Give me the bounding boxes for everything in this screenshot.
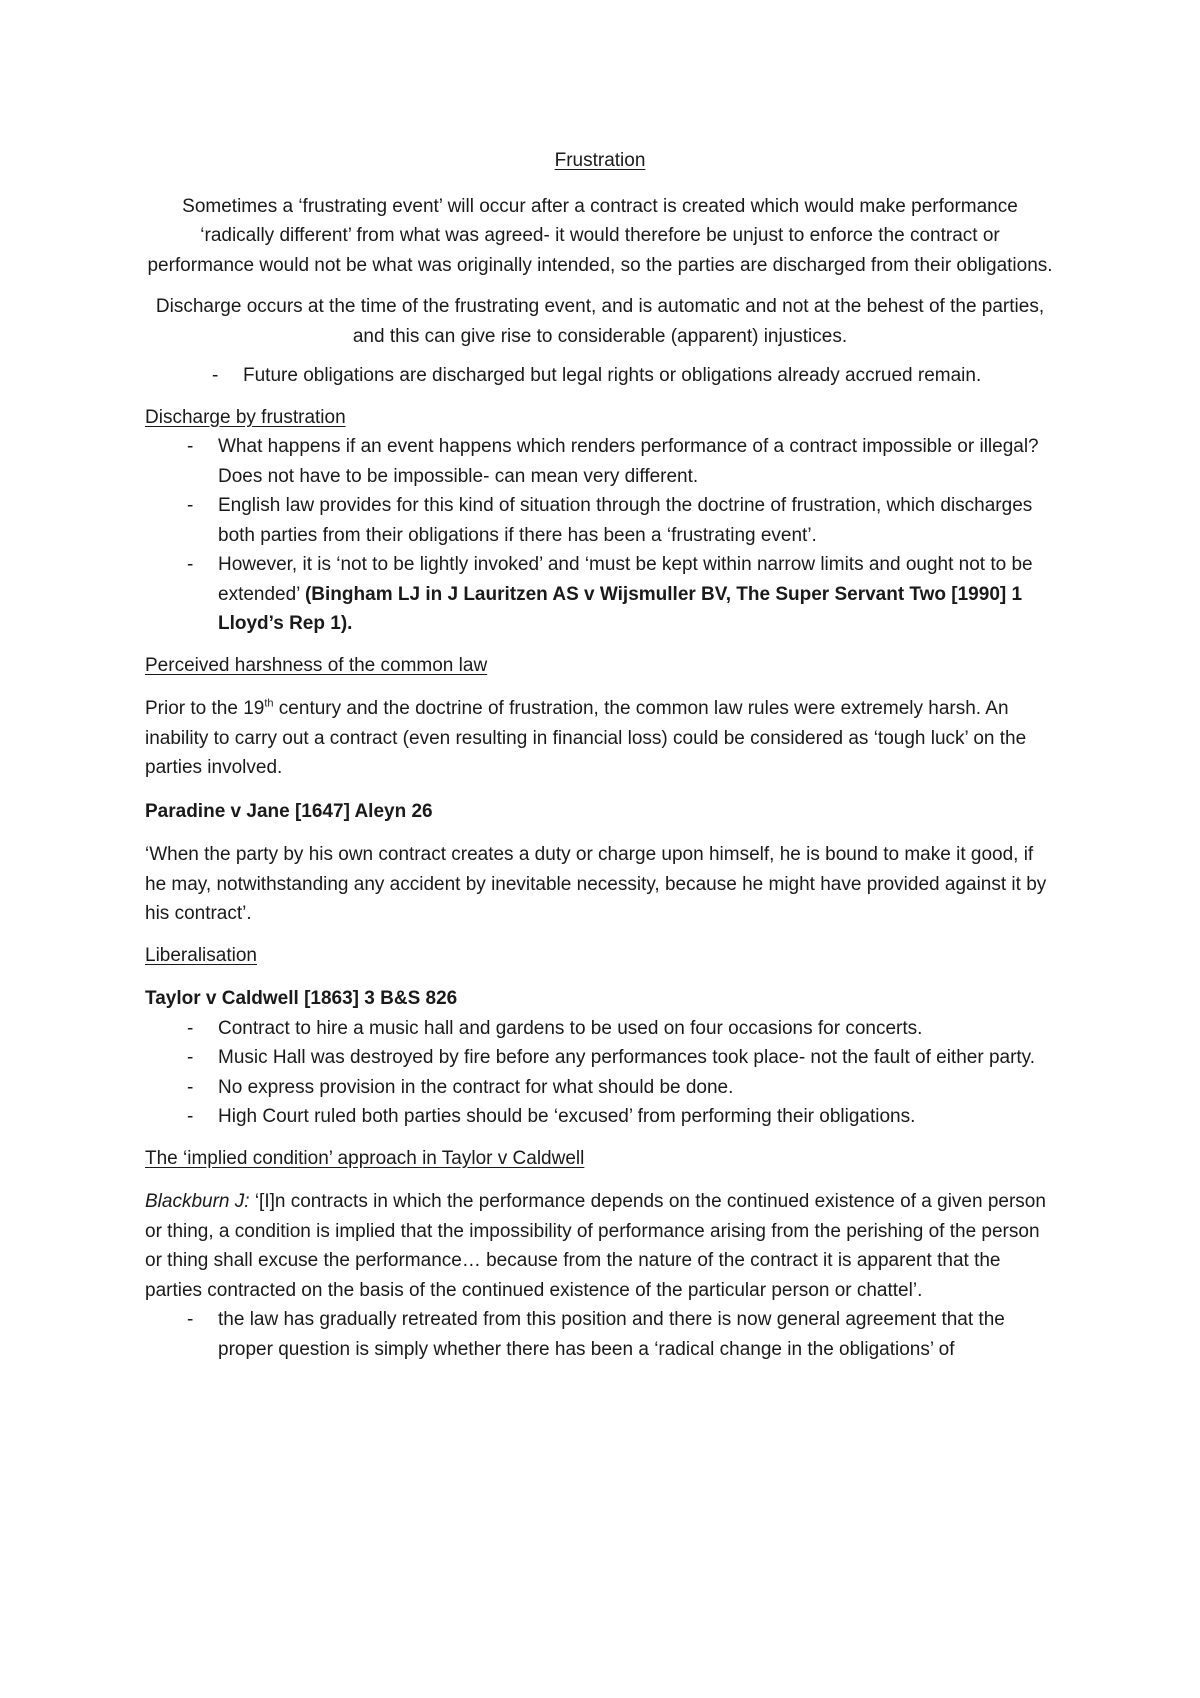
- quote-text: ‘[I]n contracts in which the performance depends on the continued existence of a given person or thing, a condition is implied that the impossibility of performance arising from the perishing of the person or thing shall excuse the performance… because from the nature of the contract it is apparent that the parties contracted on the basis of the continued existence of the particular person or chattel’.: [145, 1191, 1046, 1301]
- list-item: - Contract to hire a music hall and gardens to be used on four occasions for concerts.: [145, 1014, 1055, 1044]
- list-item: - What happens if an event happens which renders performance of a contract impossible or illegal? Does not have to be impossible- can mean very different.: [145, 432, 1055, 491]
- heading-perceived-harshness: Perceived harshness of the common law: [145, 654, 488, 676]
- case-name-paradine: Paradine v Jane [1647] Aleyn 26: [145, 800, 433, 822]
- judge-name: Blackburn J:: [145, 1191, 250, 1212]
- case-name-taylor: Taylor v Caldwell [1863] 3 B&S 826: [145, 988, 458, 1009]
- list-item: - Future obligations are discharged but legal rights or obligations already accrued remain.: [145, 361, 1055, 391]
- paragraph-text: century and the doctrine of frustration, the common law rules were extremely harsh. An inability to carry out a contract (even resulting in financial loss) could be considered as ‘tough luck’ on the parties involved.: [145, 698, 1027, 778]
- heading-liberalisation: Liberalisation: [145, 944, 257, 966]
- intro-paragraph-2: Discharge occurs at the time of the frustrating event, and is automatic and not at the behest of the parties, and this can give rise to considerable (apparent) injustices.: [155, 296, 1045, 347]
- implied-bullet-list: [145, 1305, 1055, 1364]
- paragraph-text: Prior to the 19: [145, 698, 265, 719]
- heading-implied-condition: The ‘implied condition’ approach in Taylor v Caldwell: [145, 1147, 585, 1169]
- list-item: [145, 550, 1055, 639]
- blackburn-quote: [145, 1187, 1055, 1305]
- bullet-text: However, it is ‘not to be lightly invoked’ and ‘must be kept within narrow limits and ought not to be extended’: [218, 554, 1033, 605]
- heading-discharge-by-frustration: Discharge by frustration: [145, 406, 346, 428]
- case-citation: (Bingham LJ in J Lauritzen AS v Wijsmuller BV, The Super Servant Two [1990] 1 Lloyd’s Rep 1).: [218, 583, 1023, 634]
- superscript: th: [264, 697, 274, 710]
- document-page: [145, 146, 1055, 1364]
- intro-bullet-list: [145, 361, 1055, 391]
- list-item: - No express provision in the contract for what should be done.: [145, 1073, 1055, 1103]
- intro-paragraph-1: Sometimes a ‘frustrating event’ will occur after a contract is created which would make performance ‘radically different’ from what was agreed- it would therefore be unjust to enforce the contract or performance would not be what was originally intended, so the parties are discharged from their obligations.: [147, 195, 1053, 276]
- list-item: - High Court ruled both parties should be ‘excused’ from performing their obligations.: [145, 1102, 1055, 1132]
- discharge-bullet-list: [145, 432, 1055, 639]
- harshness-paragraph: [145, 694, 1055, 783]
- list-item: - Music Hall was destroyed by fire before any performances took place- not the fault of either party.: [145, 1043, 1055, 1073]
- document-title: Frustration: [554, 150, 646, 171]
- taylor-bullet-list: [145, 1014, 1055, 1132]
- list-item: - English law provides for this kind of situation through the doctrine of frustration, which discharges both parties from their obligations if there has been a ‘frustrating event’.: [145, 491, 1055, 550]
- paradine-quote: ‘When the party by his own contract creates a duty or charge upon himself, he is bound to make it good, if he may, notwithstanding any accident by inevitable necessity, because he might have provided against it by his contract’.: [145, 844, 1047, 924]
- list-item: - the law has gradually retreated from this position and there is now general agreement that the proper question is simply whether there has been a ‘radical change in the obligations’ of: [145, 1305, 1055, 1364]
